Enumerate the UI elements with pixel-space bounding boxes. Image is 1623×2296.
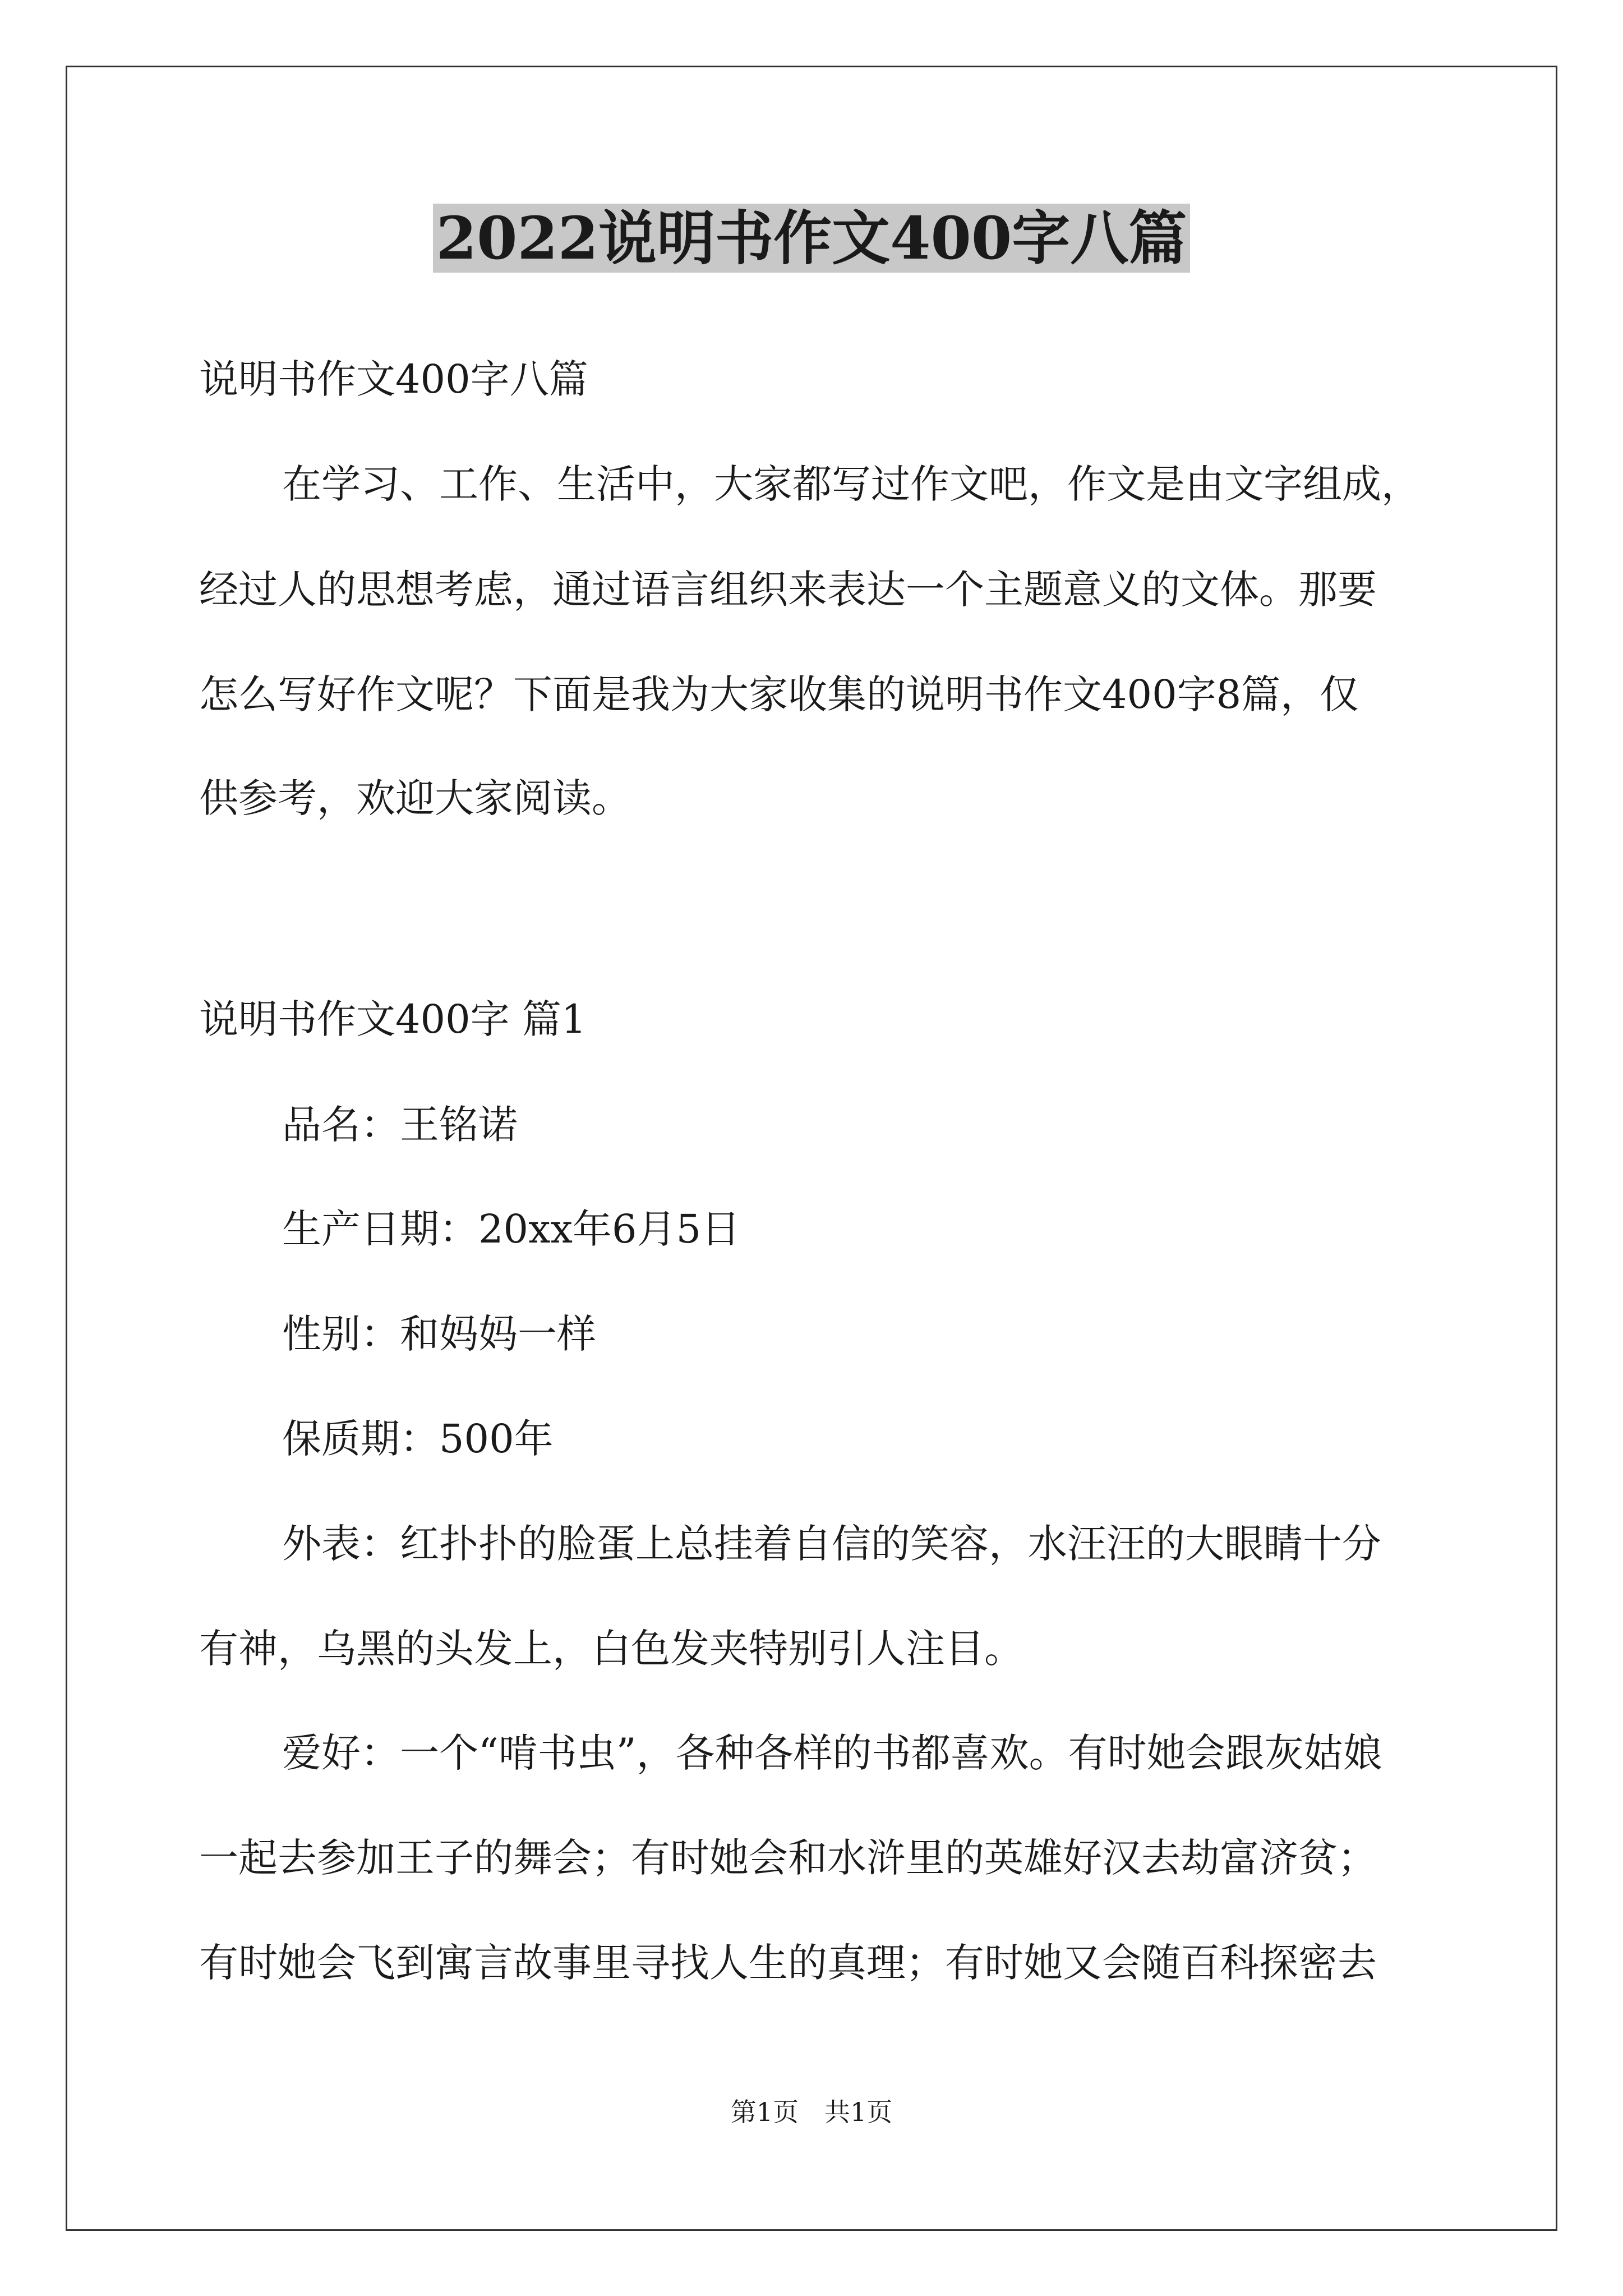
field-production-date: 生产日期：20xx年6月5日 [282,1206,741,1252]
section-heading: 说明书作文400字 篇1 [199,996,587,1042]
document-title [0,199,1623,278]
document-title-text: 2022说明书作文400字八篇 [433,204,1191,273]
field-shelf-life: 保质期：500年 [282,1416,554,1462]
field-product-name: 品名：王铭诺 [282,1102,518,1148]
intro-line-4: 供参考，欢迎大家阅读。 [199,775,631,821]
intro-line-1: 在学习、工作、生活中，大家都写过作文吧，作文是由文字组成， [282,461,1421,507]
page-footer: 第1页 共1页 [730,2097,893,2127]
hobby-line-3: 有时她会飞到寓言故事里寻找人生的真理；有时她又会随百科探密去 [199,1940,1377,1986]
hobby-line-2: 一起去参加王子的舞会；有时她会和水浒里的英雄好汉去劫富济贫； [199,1835,1377,1881]
intro-line-3: 怎么写好作文呢？下面是我为大家收集的说明书作文400字8篇，仅 [199,671,1359,717]
hobby-line-1: 爱好：一个“啃书虫”，各种各样的书都喜欢。有时她会跟灰姑娘 [282,1730,1382,1776]
appearance-line-1: 外表：红扑扑的脸蛋上总挂着自信的笑容，水汪汪的大眼睛十分 [282,1521,1381,1567]
document-subtitle: 说明书作文400字八篇 [199,356,588,402]
field-gender: 性别：和妈妈一样 [282,1311,596,1357]
intro-line-2: 经过人的思想考虑，通过语言组织来表达一个主题意义的文体。那要 [199,567,1377,613]
appearance-line-2: 有神，乌黑的头发上，白色发夹特别引人注目。 [199,1626,1023,1672]
